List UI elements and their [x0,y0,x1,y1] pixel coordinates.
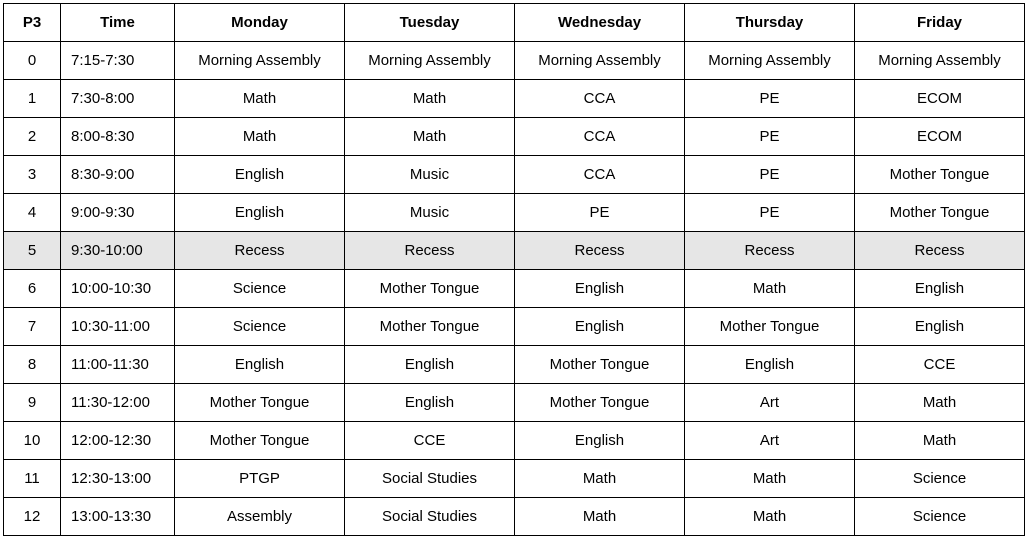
period-cell: 12 [4,498,61,536]
subject-cell-friday: English [855,270,1025,308]
subject-cell-monday: Morning Assembly [175,42,345,80]
subject-cell-monday: Science [175,270,345,308]
table-row [4,460,1025,498]
subject-cell-wednesday: Mother Tongue [515,346,685,384]
time-cell: 8:30-9:00 [61,156,175,194]
subject-cell-monday: Math [175,80,345,118]
period-cell: 7 [4,308,61,346]
subject-cell-friday: Science [855,498,1025,536]
subject-cell-wednesday: CCA [515,80,685,118]
period-cell: 1 [4,80,61,118]
subject-cell-tuesday: English [345,346,515,384]
subject-cell-friday: English [855,308,1025,346]
subject-cell-friday: Science [855,460,1025,498]
table-row [4,422,1025,460]
time-cell: 13:00-13:30 [61,498,175,536]
time-cell: 7:30-8:00 [61,80,175,118]
period-cell: 6 [4,270,61,308]
subject-cell-tuesday: Social Studies [345,460,515,498]
subject-cell-tuesday: Music [345,156,515,194]
subject-cell-tuesday: Morning Assembly [345,42,515,80]
time-cell: 12:00-12:30 [61,422,175,460]
subject-cell-wednesday: Morning Assembly [515,42,685,80]
subject-cell-friday: Morning Assembly [855,42,1025,80]
subject-cell-friday: Mother Tongue [855,156,1025,194]
header-monday: Monday [175,4,345,42]
subject-cell-tuesday: Mother Tongue [345,308,515,346]
header-time: Time [61,4,175,42]
subject-cell-monday: Assembly [175,498,345,536]
period-cell: 11 [4,460,61,498]
subject-cell-friday: Math [855,422,1025,460]
subject-cell-wednesday: English [515,270,685,308]
header-wednesday: Wednesday [515,4,685,42]
subject-cell-monday: PTGP [175,460,345,498]
subject-cell-thursday: Morning Assembly [685,42,855,80]
subject-cell-tuesday: Music [345,194,515,232]
table-row [4,270,1025,308]
time-cell: 12:30-13:00 [61,460,175,498]
subject-cell-tuesday: Mother Tongue [345,270,515,308]
subject-cell-monday: English [175,346,345,384]
subject-cell-tuesday: Math [345,118,515,156]
header-thursday: Thursday [685,4,855,42]
table-row [4,308,1025,346]
subject-cell-monday: Math [175,118,345,156]
subject-cell-wednesday: CCA [515,118,685,156]
subject-cell-thursday: Math [685,460,855,498]
subject-cell-wednesday: CCA [515,156,685,194]
subject-cell-monday: Mother Tongue [175,384,345,422]
period-cell: 3 [4,156,61,194]
header-period: P3 [4,4,61,42]
subject-cell-thursday: Mother Tongue [685,308,855,346]
subject-cell-monday: English [175,156,345,194]
subject-cell-monday: Science [175,308,345,346]
subject-cell-wednesday: Math [515,498,685,536]
subject-cell-tuesday: English [345,384,515,422]
time-cell: 11:00-11:30 [61,346,175,384]
subject-cell-friday: Mother Tongue [855,194,1025,232]
subject-cell-thursday: PE [685,118,855,156]
subject-cell-thursday: Recess [685,232,855,270]
header-friday: Friday [855,4,1025,42]
table-row [4,156,1025,194]
subject-cell-friday: ECOM [855,118,1025,156]
subject-cell-monday: English [175,194,345,232]
subject-cell-wednesday: PE [515,194,685,232]
timetable [3,3,1025,536]
subject-cell-friday: CCE [855,346,1025,384]
subject-cell-thursday: PE [685,80,855,118]
header-row [4,4,1025,42]
subject-cell-wednesday: Mother Tongue [515,384,685,422]
subject-cell-thursday: Art [685,384,855,422]
subject-cell-friday: Math [855,384,1025,422]
table-row [4,232,1025,270]
subject-cell-monday: Recess [175,232,345,270]
time-cell: 8:00-8:30 [61,118,175,156]
table-row [4,384,1025,422]
period-cell: 4 [4,194,61,232]
subject-cell-tuesday: CCE [345,422,515,460]
subject-cell-thursday: PE [685,194,855,232]
period-cell: 2 [4,118,61,156]
subject-cell-friday: Recess [855,232,1025,270]
subject-cell-friday: ECOM [855,80,1025,118]
subject-cell-thursday: Math [685,498,855,536]
subject-cell-tuesday: Social Studies [345,498,515,536]
time-cell: 9:30-10:00 [61,232,175,270]
period-cell: 10 [4,422,61,460]
period-cell: 0 [4,42,61,80]
subject-cell-wednesday: English [515,308,685,346]
table-row [4,118,1025,156]
timetable-body [4,42,1025,536]
subject-cell-wednesday: Math [515,460,685,498]
subject-cell-thursday: PE [685,156,855,194]
subject-cell-monday: Mother Tongue [175,422,345,460]
table-row [4,346,1025,384]
table-row [4,42,1025,80]
time-cell: 10:00-10:30 [61,270,175,308]
subject-cell-tuesday: Math [345,80,515,118]
subject-cell-thursday: English [685,346,855,384]
period-cell: 9 [4,384,61,422]
subject-cell-wednesday: English [515,422,685,460]
table-row [4,80,1025,118]
table-row [4,498,1025,536]
period-cell: 5 [4,232,61,270]
subject-cell-thursday: Math [685,270,855,308]
time-cell: 9:00-9:30 [61,194,175,232]
period-cell: 8 [4,346,61,384]
header-tuesday: Tuesday [345,4,515,42]
time-cell: 7:15-7:30 [61,42,175,80]
subject-cell-wednesday: Recess [515,232,685,270]
time-cell: 11:30-12:00 [61,384,175,422]
subject-cell-tuesday: Recess [345,232,515,270]
table-row [4,194,1025,232]
time-cell: 10:30-11:00 [61,308,175,346]
subject-cell-thursday: Art [685,422,855,460]
